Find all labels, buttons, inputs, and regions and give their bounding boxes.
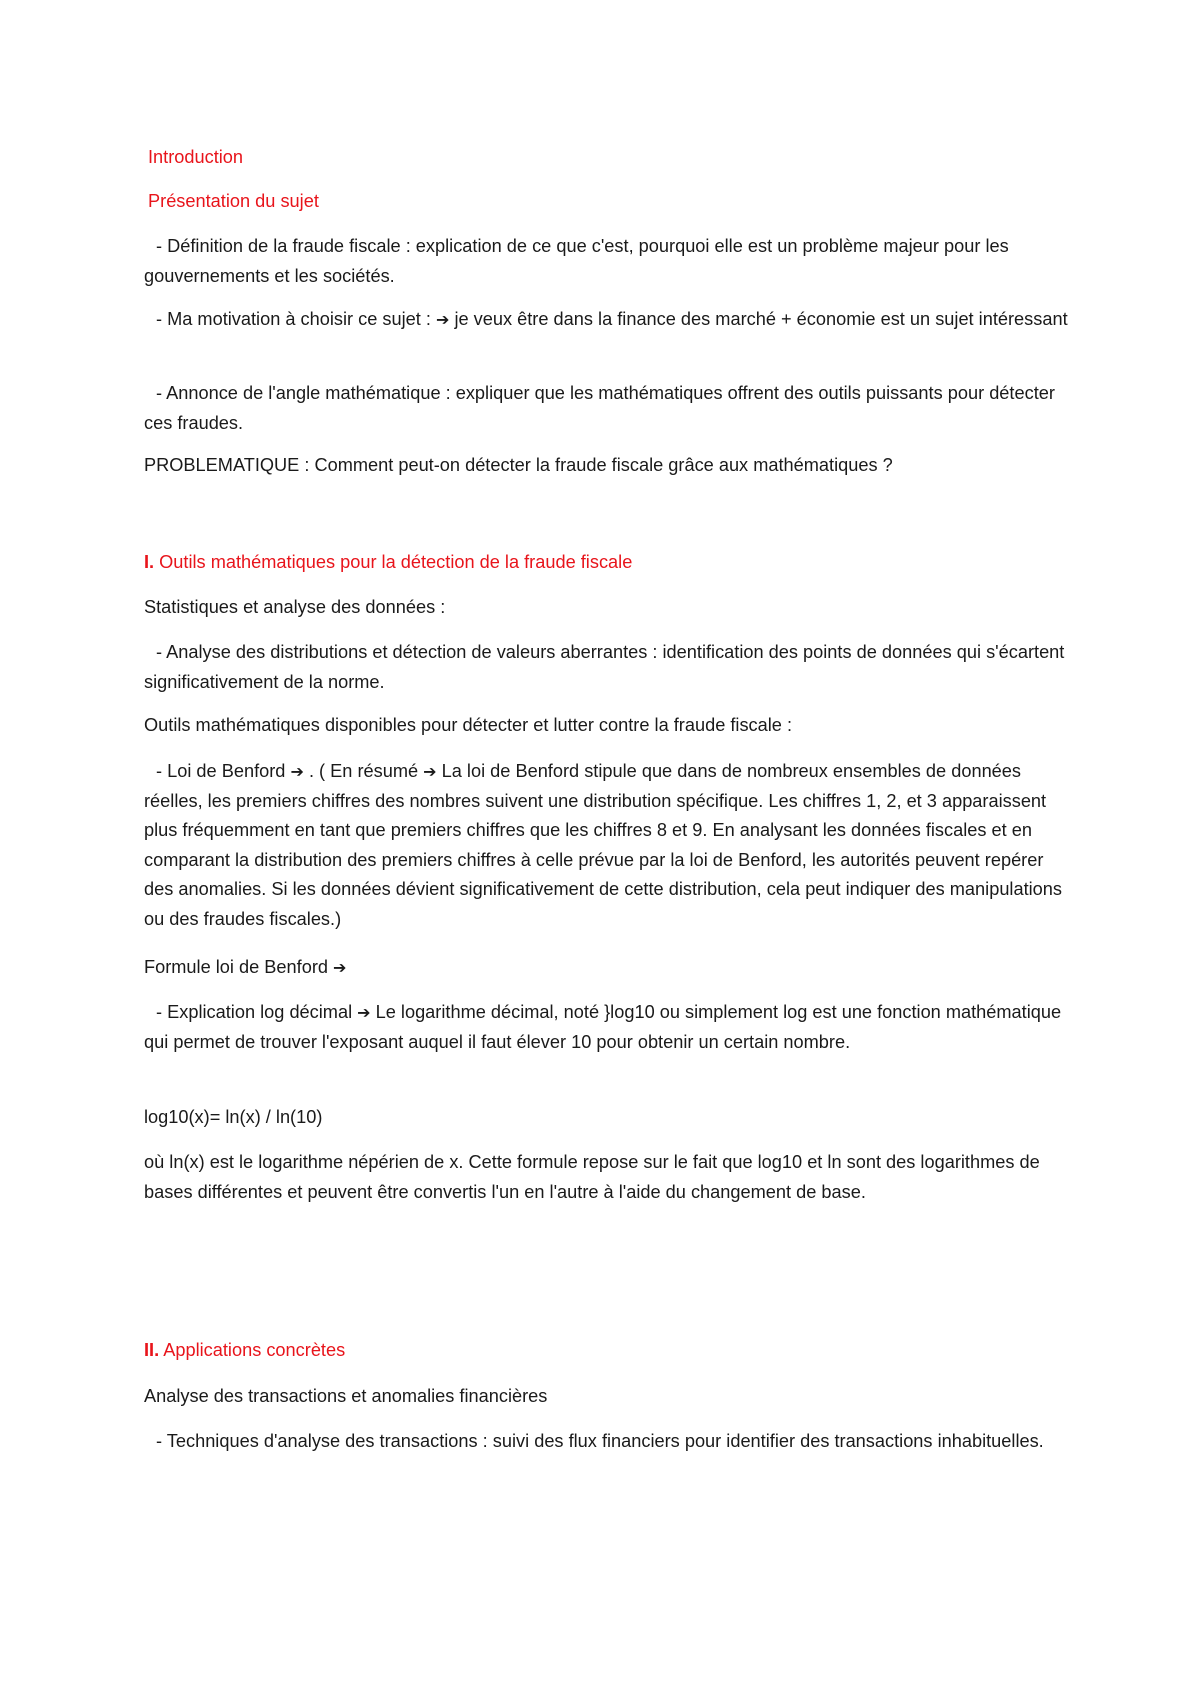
log-label: - Explication log décimal bbox=[156, 1002, 358, 1022]
section-1-title: Outils mathématiques pour la détection de la fraude fiscale bbox=[154, 552, 633, 572]
arrow-right-icon: ➔ bbox=[290, 762, 304, 781]
arrow-right-icon: ➔ bbox=[423, 762, 437, 781]
arrow-right-icon: ➔ bbox=[333, 958, 347, 977]
tools-heading: Outils mathématiques disponibles pour détecter et lutter contre la fraude fiscale : bbox=[144, 715, 793, 735]
section-2-title: Applications concrètes bbox=[159, 1340, 346, 1360]
log-text: Le logarithme décimal, noté }log10 ou simplement log est une fonction mathématique qui permet de trouver l'exposant auquel il faut élever 10 pour obtenir un certain nombre. bbox=[144, 1002, 1062, 1052]
section-1-number: I. bbox=[144, 552, 155, 572]
section-1-heading bbox=[144, 548, 1074, 578]
benford-paragraph bbox=[144, 757, 1074, 934]
log-explanation bbox=[144, 998, 1074, 1057]
intro-angle: - Annonce de l'angle mathématique : expliquer que les mathématiques offrent des outils puissants pour détecter ces fraudes. bbox=[144, 383, 1055, 433]
benford-summary-label: . ( En résumé bbox=[303, 761, 424, 781]
arrow-right-icon: ➔ bbox=[436, 310, 450, 329]
formula-heading-text: Formule loi de Benford bbox=[144, 957, 334, 977]
benford-text: La loi de Benford stipule que dans de nombreux ensembles de données réelles, les premiers chiffres des nombres suivent une distribution spécifique. Les chiffres 1, 2, et 3 apparaissent plus fréquemment en tant que premiers chiffres que les chiffres 8 et 9. En analysant les données fiscales et en comparant la distribution des premiers chiffres à celle prévue par la loi de Benford, les autorités peuvent repérer des anomalies. Si les données dévient significativement de cette distribution, cela peut indiquer des manipulations ou des fraudes fiscales.) bbox=[144, 761, 1063, 929]
formula-heading bbox=[144, 953, 1074, 983]
arrow-right-icon: ➔ bbox=[357, 1003, 371, 1022]
benford-label: - Loi de Benford bbox=[156, 761, 291, 781]
stats-heading: Statistiques et analyse des données : bbox=[144, 597, 446, 617]
transactions-heading: Analyse des transactions et anomalies financières bbox=[144, 1386, 548, 1406]
log-formula: log10(x)= ln(x) / ln(10) bbox=[144, 1107, 323, 1127]
intro-motivation-label: - Ma motivation à choisir ce sujet : bbox=[156, 309, 436, 329]
intro-motivation bbox=[144, 305, 1074, 335]
transactions-item: - Techniques d'analyse des transactions : suivi des flux financiers pour identifier des transactions inhabituelles. bbox=[156, 1431, 1044, 1451]
intro-subheading: Présentation du sujet bbox=[148, 191, 319, 211]
intro-heading: Introduction bbox=[148, 147, 244, 167]
section-2-number: II. bbox=[144, 1340, 160, 1360]
intro-motivation-text: je veux être dans la finance des marché + économie est un sujet intéressant bbox=[449, 309, 1068, 329]
stats-item: - Analyse des distributions et détection de valeurs aberrantes : identification des points de données qui s'écartent significativement de la norme. bbox=[144, 642, 1065, 692]
section-2-heading bbox=[144, 1336, 1074, 1366]
problematique: PROBLEMATIQUE : Comment peut-on détecter la fraude fiscale grâce aux mathématiques ? bbox=[144, 455, 893, 475]
log-formula-explanation: où ln(x) est le logarithme népérien de x. Cette formule repose sur le fait que log10 et ln sont des logarithmes de bases différentes et peuvent être convertis l'un en l'autre à l'aide du changement de base. bbox=[144, 1152, 1040, 1202]
intro-definition: - Définition de la fraude fiscale : explication de ce que c'est, pourquoi elle est un problème majeur pour les gouvernements et les sociétés. bbox=[144, 236, 1009, 286]
